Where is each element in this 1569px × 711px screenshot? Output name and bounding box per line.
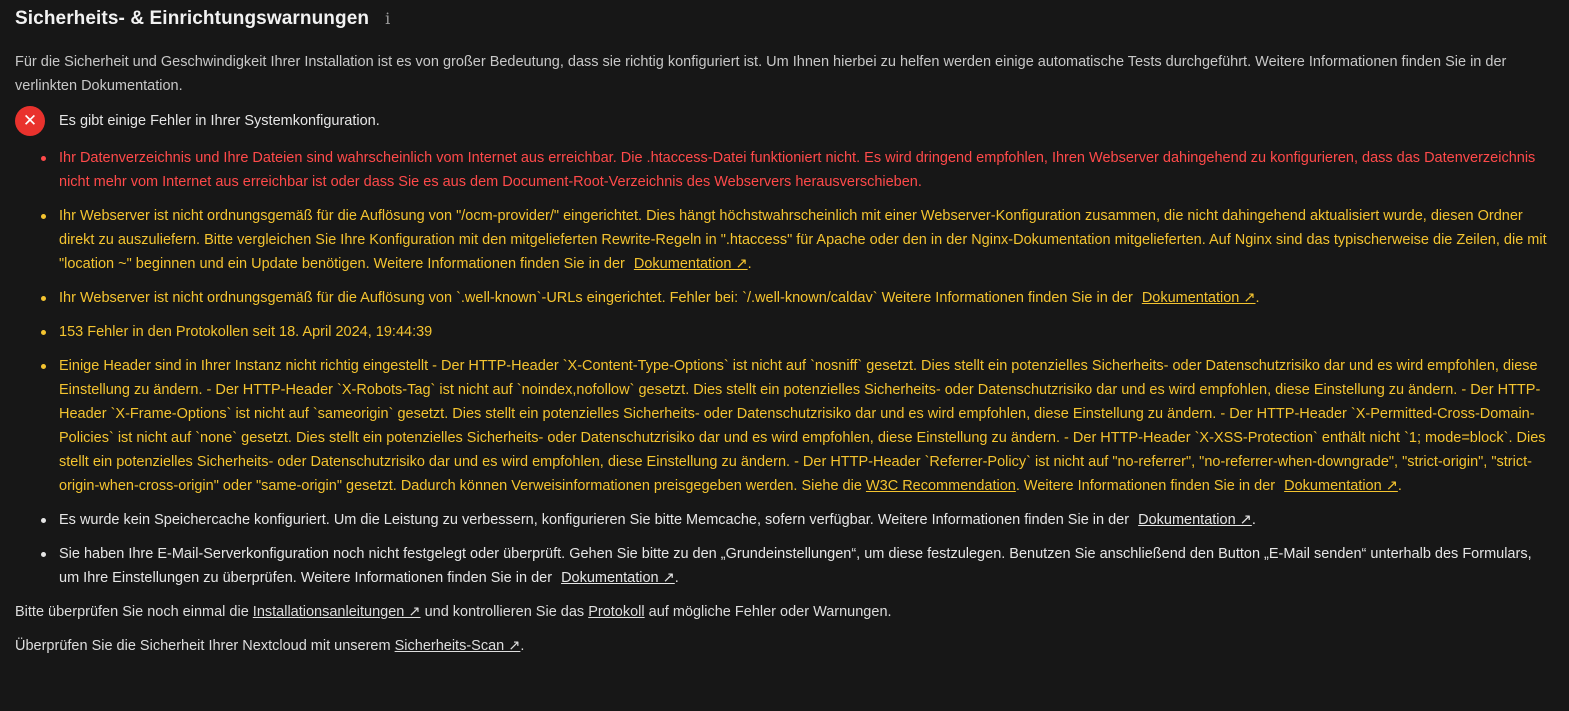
list-item [15,320,1551,344]
bullet-icon [41,214,46,219]
issue-text: Sie haben Ihre E-Mail-Serverkonfiguration noch nicht festgelegt oder überprüft. Gehen Sie bitte zu den „Grundeinstellungen“, um diese festzulegen. Benutzen Sie anschließend den Button „E-Mail senden“ unterhalb des Formulars, um Ihre Einstellungen zu überprüfen. Weitere Informationen finden Sie in der [59,546,1532,586]
list-item [15,542,1551,590]
footer-install-hint [15,600,1554,624]
footer-security-scan-hint [15,634,1554,658]
footer-end: . [520,638,525,654]
issue-list [15,146,1554,590]
bullet-icon [41,552,46,557]
section-header [15,4,1554,34]
intro-text: Für die Sicherheit und Geschwindigkeit Ihrer Installation ist es von großer Bedeutung, dass sie richtig konfiguriert ist. Um Ihnen hierbei zu helfen werden einige automatische Tests durchgeführt. Weitere Informationen finden Sie in der verlinkten Dokumentation. [15,54,1507,94]
footer-text: und kontrollieren Sie das [424,604,585,620]
error-circle-icon: ✕ [15,106,45,136]
issue-text: Ihr Webserver ist nicht ordnungsgemäß für die Auflösung von `.well-known`-URLs eingerichtet. Fehler bei: `/.well-known/caldav` Weitere Informationen finden Sie in der [59,290,1133,306]
footer-text: Bitte überprüfen Sie noch einmal die [15,604,249,620]
bullet-icon [41,518,46,523]
issue-text: Einige Header sind in Ihrer Instanz nicht richtig eingestellt - Der HTTP-Header `X-Content-Type-Options` ist nicht auf `nosniff` gesetzt. Dies stellt ein potenzielles Sicherheits- oder Datenschutzrisiko dar und es wird empfohlen, diese Einstellung zu ändern. - Der HTTP-Header `X-Robots-Tag` ist nicht auf `noindex,nofollow` gesetzt. Dies stellt ein potenzielles Sicherheits- oder Datenschutzrisiko dar und es wird empfohlen, diese Einstellung zu ändern. - Der HTTP-Header `X-Frame-Options` ist nicht auf `sameorigin` gesetzt. Dies stellt ein potenzielles Sicherheits- oder Datenschutzrisiko dar und es wird empfohlen, diese Einstellung zu ändern. - Der HTTP-Header `X-Permitted-Cross-Domain-Policies` ist nicht auf `none` gesetzt. Dies stellt ein potenzielles Sicherheits- oder Datenschutzrisiko dar und es wird empfohlen, diese Einstellung zu ändern. - Der HTTP-Header `X-XSS-Protection` enthält nicht `1; mode=block`. Dies stellt ein potenzielles Sicherheits- oder Datenschutzrisiko dar und es wird empfohlen, diese Einstellung zu ändern. - Der HTTP-Header `Referrer-Policy` ist nicht auf "no-referrer", "no-referrer-when-downgrade", "strict-origin", "strict-origin-when-cross-origin" oder "same-origin" gesetzt. Dadurch können Verweisinformationen preisgegeben werden. Siehe die [59,358,1546,494]
installation-guide-link[interactable]: Installationsanleitungen ↗ [252,604,421,620]
footer-text: auf mögliche Fehler oder Warnungen. [648,604,892,620]
issue-end: . [674,570,679,586]
documentation-link[interactable]: Dokumentation ↗ [561,570,675,586]
log-link[interactable]: Protokoll [588,604,645,620]
w3c-recommendation-link[interactable]: W3C Recommendation [865,478,1016,494]
bullet-icon [41,364,46,369]
bullet-icon [41,296,46,301]
issue-end: . [1255,290,1260,306]
documentation-link[interactable]: Dokumentation ↗ [1141,290,1256,306]
list-item [15,286,1551,310]
issue-text: 153 Fehler in den Protokollen seit 18. April 2024, 19:44:39 [59,324,433,340]
list-item [15,508,1551,532]
issue-text: Ihr Datenverzeichnis und Ihre Dateien sind wahrscheinlich vom Internet aus erreichbar. Die .htaccess-Datei funktioniert nicht. Es wird dringend empfohlen, Ihren Webserver dahingehend zu konfigurieren, dass das Datenverzeichnis nicht mehr vom Internet aus erreichbar ist oder dass Sie es aus dem Document-Root-Verzeichnis des Webservers herausverschieben. [59,150,1536,190]
status-row [15,106,1554,136]
documentation-link[interactable]: Dokumentation ↗ [1138,512,1252,528]
list-item [15,354,1551,498]
issue-end: . [747,256,752,272]
section-title: Sicherheits- & Einrichtungswarnungen [15,8,370,29]
issue-text: Es wurde kein Speichercache konfiguriert. Um die Leistung zu verbessern, konfigurieren Sie bitte Memcache, sofern verfügbar. Weitere Informationen finden Sie in der [59,512,1130,528]
bullet-icon [41,156,46,161]
issue-end: . [1251,512,1256,528]
footer-text: Überprüfen Sie die Sicherheit Ihrer Nextcloud mit unserem [15,638,391,654]
list-item [15,204,1551,276]
security-scan-link[interactable]: Sicherheits-Scan ↗ [394,638,521,654]
documentation-link[interactable]: Dokumentation ↗ [1284,478,1398,494]
status-text: Es gibt einige Fehler in Ihrer Systemkonfiguration. [59,113,380,129]
issue-end: . [1397,478,1402,494]
issue-text: Ihr Webserver ist nicht ordnungsgemäß für die Auflösung von "/ocm-provider/" eingerichtet. Dies hängt höchstwahrscheinlich mit einer Webserver-Konfiguration zusammen, die nicht dahingehend aktualisiert wurde, diesen Ordner direkt zu auszuliefern. Bitte vergleichen Sie Ihre Konfiguration mit den mitgelieferten Rewrite-Regeln in ".htaccess" für Apache oder den in der Nginx-Dokumentation mitgelieferten. Auf Nginx sind das typischerweise die Zeilen, die mit "location ~" beginnen und ein Update benötigen. Weitere Informationen finden Sie in der [59,208,1547,272]
issue-mid: . Weitere Informationen finden Sie in der [1015,478,1276,494]
list-item [15,146,1551,194]
documentation-link[interactable]: Dokumentation ↗ [633,256,748,272]
bullet-icon [41,330,46,335]
info-icon[interactable]: i [385,9,391,28]
